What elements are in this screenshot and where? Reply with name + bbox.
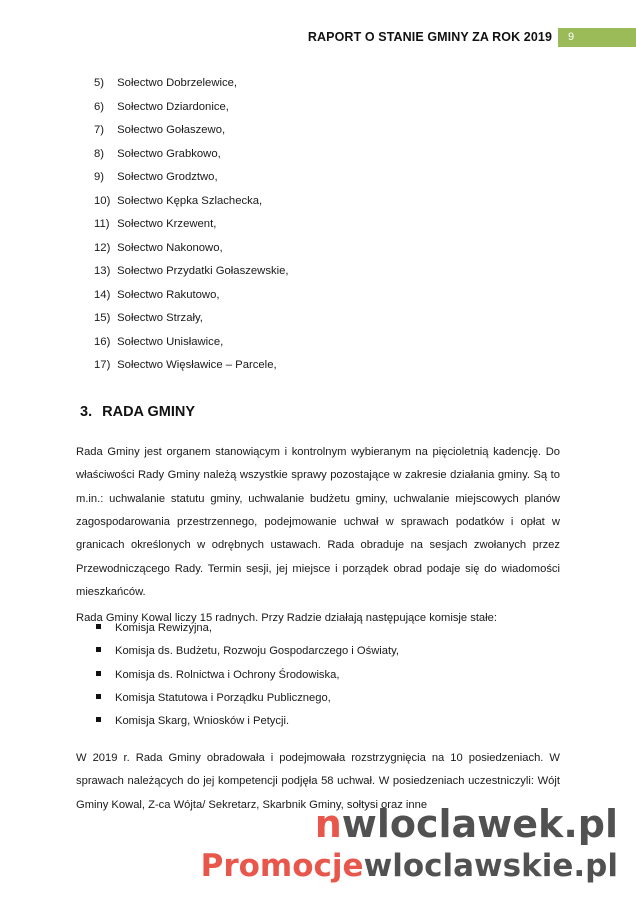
list-item xyxy=(96,644,399,667)
list-item-number: 8) xyxy=(94,147,105,160)
list-item xyxy=(96,714,399,737)
section-title: RADA GMINY xyxy=(102,404,196,420)
komisja-label: Komisja ds. Budżetu, Rozwoju Gospodarczego i Oświaty, xyxy=(115,645,399,658)
list-item xyxy=(96,621,399,644)
watermark-domain-2: wloclawskie.pl xyxy=(363,848,618,884)
list-item-number: 13) xyxy=(94,265,111,277)
list-item xyxy=(94,264,289,288)
list-item xyxy=(94,76,289,100)
list-item xyxy=(94,241,289,265)
watermark-promocje-word: Promocje xyxy=(200,848,364,884)
bullet-icon xyxy=(96,694,101,699)
bullet-icon xyxy=(96,671,101,676)
page-number-badge: 9 xyxy=(558,28,636,47)
paragraph-komisje-intro: Rada Gminy Kowal liczy 15 radnych. Przy Radzie działają następujące komisje stałe: xyxy=(76,612,497,625)
watermark-letter-n: n xyxy=(314,802,342,846)
list-item-label: Sołectwo Unisławice, xyxy=(117,335,224,348)
list-item-label: Sołectwo Przydatki Gołaszewskie, xyxy=(117,265,289,277)
list-item xyxy=(94,123,289,147)
paragraph-rada-gminy: Rada Gminy jest organem stanowiącym i kontrolnym wybieranym na pięcioletnią kadencję. Do właściwości Rady Gminy należą wszystkie sprawy pozostające w zakresie działania gminy. Są to m.in.: uchwalanie statutu gminy, uchwalanie budżetu gminy, uchwalanie miejscowych planów zagospodarowania przestrzennego, podejmowanie uchwał w sprawach podatków i opłat w granicach określonych w odrębnych ustawach. Rada obraduje na sesjach zwołanych przez Przewodniczącego Rady. Termin sesji, jej miejsce i porządek obrad podaje się do wiadomości mieszkańców. xyxy=(76,446,560,598)
list-item-label: Sołectwo Więsławice – Parcele, xyxy=(117,359,277,371)
list-item-label: Sołectwo Krzewent, xyxy=(117,218,217,230)
section-heading xyxy=(80,404,195,420)
list-item xyxy=(96,691,399,714)
list-item-number: 9) xyxy=(94,171,105,183)
list-item xyxy=(94,311,289,335)
list-item-number: 15) xyxy=(94,312,111,324)
paragraph-posiedzenia: W 2019 r. Rada Gminy obradowała i podejmowała rozstrzygnięcia na 10 posiedzeniach. W sprawach należących do jej kompetencji podjęła 58 uchwał. W posiedzeniach uczestniczyli: Wójt Gminy Kowal, Z-ca Wójta/ Sekretarz, Skarbnik Gminy, sołtysi oraz inne xyxy=(76,752,560,811)
list-item-number: 14) xyxy=(94,288,111,301)
komisja-label: Komisja ds. Rolnictwa i Ochrony Środowiska, xyxy=(115,668,340,681)
list-item xyxy=(94,170,289,194)
list-item-label: Sołectwo Dobrzelewice, xyxy=(117,77,238,89)
list-item-number: 6) xyxy=(94,100,105,113)
list-item xyxy=(94,100,289,124)
watermark-domain: wloclawek.pl xyxy=(341,802,618,846)
watermark-promocje xyxy=(201,848,618,884)
watermark-nwloclawek xyxy=(315,802,618,846)
list-item xyxy=(94,217,289,241)
list-item-label: Sołectwo Gołaszewo, xyxy=(117,124,226,136)
list-item-number: 12) xyxy=(94,241,111,254)
list-item xyxy=(94,147,289,171)
report-title: RAPORT O STANIE GMINY ZA ROK 2019 xyxy=(307,30,552,44)
page-header xyxy=(0,28,636,50)
list-item-number: 17) xyxy=(94,359,111,371)
list-item-number: 7) xyxy=(94,124,105,136)
list-item xyxy=(94,358,289,382)
komisje-list xyxy=(96,621,399,737)
komisja-label: Komisja Skarg, Wniosków i Petycji. xyxy=(115,715,290,728)
list-item-number: 10) xyxy=(94,194,111,207)
bullet-icon xyxy=(96,624,101,629)
list-item-label: Sołectwo Kępka Szlachecka, xyxy=(117,194,263,207)
solectwa-list xyxy=(94,76,289,382)
list-item-label: Sołectwo Strzały, xyxy=(117,312,203,324)
list-item xyxy=(94,288,289,312)
list-item xyxy=(96,668,399,691)
section-number: 3. xyxy=(80,404,93,420)
list-item-number: 16) xyxy=(94,335,111,348)
list-item-label: Sołectwo Grabkowo, xyxy=(117,147,221,160)
bullet-icon xyxy=(96,717,101,722)
list-item-number: 5) xyxy=(94,77,105,89)
komisja-label: Komisja Statutowa i Porządku Publicznego, xyxy=(115,691,331,704)
list-item xyxy=(94,194,289,218)
list-item-label: Sołectwo Nakonowo, xyxy=(117,241,223,254)
list-item-label: Sołectwo Dziardonice, xyxy=(117,100,229,113)
list-item-label: Sołectwo Rakutowo, xyxy=(117,288,220,301)
komisja-label: Komisja Rewizyjna, xyxy=(115,622,212,634)
list-item-number: 11) xyxy=(94,218,110,230)
bullet-icon xyxy=(96,647,101,652)
list-item xyxy=(94,335,289,359)
list-item-label: Sołectwo Grodztwo, xyxy=(117,171,218,183)
